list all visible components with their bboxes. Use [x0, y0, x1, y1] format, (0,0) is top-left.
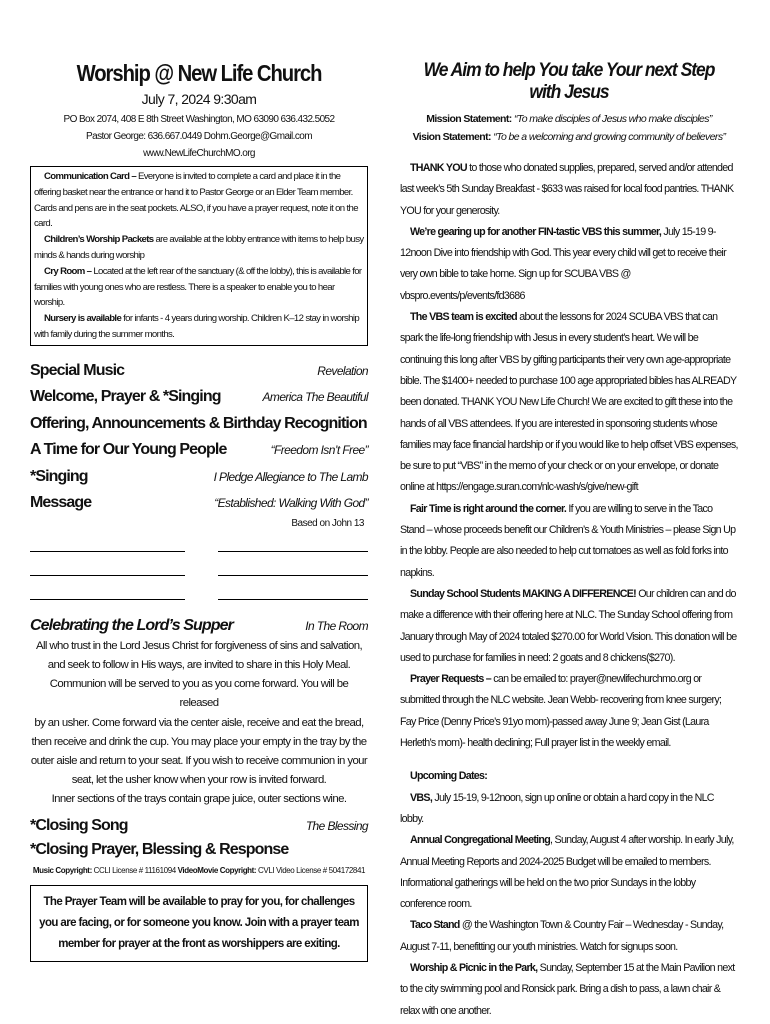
upcoming-item: Taco Stand @ the Washington Town & Country Fair – Wednesday - Sunday, August 7-11, benefitting our youth ministries. Watch for signups soon.	[400, 919, 724, 953]
service-item: Special Music Revelation	[30, 361, 368, 379]
blank-line	[30, 585, 185, 600]
announcement: The VBS team is excited about the lessons for 2024 SCUBA VBS that can spark the life-long friendship with Jesus in every student’s heart. We will be continuing this long after VBS by gifting participants their very own age-appropriate bible. The $1400+ needed to purchase 100 age appropriated bibles has ALREADY been donated. THANK YOU New Life Church! We are excited to gift these into the hands of all VBS attendees. If you are interested in sponsoring students whose families may face financial hardship or if you would like to help offset VBS expenses, be sure to put “VBS” in the memo of your check or on your envelope, or donate online at https://engage.suran.com/nlc-wash/s/give/new-gift	[400, 311, 738, 494]
aim-heading: We Aim to help You take Your next Step with Jesus	[423, 60, 715, 103]
announcements	[400, 158, 738, 1022]
vision-statement: Vision Statement: “To be a welcoming and growing community of believers”	[412, 131, 726, 143]
upcoming-item: VBS, July 15-19, 9-12noon, sign up online or obtain a hard copy in the NLC lobby.	[400, 791, 714, 825]
blank-line	[218, 561, 368, 576]
info-box	[30, 166, 368, 346]
announcement: We’re gearing up for another FIN-tastic VBS this summer, July 15-19 9-12noon Dive into friendship with God. This year every child will get to receive their very own bible to take home. Sign up for SCUBA VBS @ vbspro.events/p/events/fd3686	[400, 225, 726, 302]
blank-line	[218, 585, 368, 600]
license-line: Music Copyright: CCLI License # 11161094 VideoMovie Copyright: CVLI Video License # 504172841	[32, 865, 366, 875]
announcement: Sunday School Students MAKING A DIFFERENCE! Our children can and do make a difference with their offering here at NLC. The Sunday School offering from January through May of 2024 totaled $270.00 for World Vision. This donation will be used to purchase for families in need: 2 goats and 8 chickens($270).	[400, 587, 737, 664]
blank-line	[30, 537, 185, 552]
service-item: *Singing I Pledge Allegiance to The Lamb	[30, 467, 368, 485]
upcoming-item: Worship & Picnic in the Park, Sunday, September 15 at the Main Pavilion next to the city swimming pool and Ronsick park. Bring a dish to pass, a lawn chair & relax with one another.	[400, 961, 735, 1017]
church-contact: Pastor George: 636.667.0449 Dohm.George@Gmail.com www.NewLifeChurchMO.org	[86, 131, 312, 159]
info-childrens-packets: Children’s Worship Packets are available at the lobby entrance with items to help busy minds & hands during worship	[34, 234, 364, 261]
right-column	[400, 60, 738, 1022]
left-column	[30, 60, 368, 962]
service-date: July 7, 2024 9:30am	[141, 91, 257, 107]
blank-line	[218, 537, 368, 552]
blank-line	[30, 561, 185, 576]
supper-heading: Celebrating the Lord’s Supper In The Room	[30, 616, 368, 634]
info-communication: Communication Card – Everyone is invited to complete a card and place it in the offering basket near the entrance or hand it to Pastor George or an Elder Team member. Cards and pens are in the seat pockets. ALSO, if you have a prayer request, note it on the card.	[34, 171, 358, 230]
page-title: Worship @ New Life Church	[76, 60, 322, 86]
sermon-scripture: Based on John 13	[291, 517, 364, 529]
closing-prayer: *Closing Prayer, Blessing & Response	[30, 840, 289, 858]
service-item: Message “Established: Walking With God”	[30, 494, 368, 512]
info-nursery: Nursery is available for infants - 4 years during worship. Children K–12 stay in worship with family during the summer months.	[34, 313, 360, 340]
info-cry-room: Cry Room – Located at the left rear of the sanctuary (& off the lobby), this is available for families with young ones who are restless. There is a speaker to enable you to hear worship.	[34, 265, 362, 309]
upcoming-title: Upcoming Dates:	[410, 770, 488, 783]
prayer-team-box: The Prayer Team will be available to pray for you, for challenges you are facing, or for someone you know. Join with a prayer team member for prayer at the front as worshippers are exiting.	[30, 885, 368, 962]
announcement: Prayer Requests – can be emailed to: prayer@newlifechurchmo.org or submitted through the NLC website. Jean Webb- recovering from knee surgery; Fay Price (Denny Price’s 91yo mom)-passed away June 9; Jean Gist (Laura Herleth’s mom)- health declining; Full prayer list in the weekly email.	[400, 673, 722, 750]
announcement: Fair Time is right around the corner. If you are willing to serve in the Taco Stand – whose proceeds benefit our Children’s & Youth Ministries – please Sign Up in the lobby. People are also needed to help cut tomatoes as well as fold forks into napkins.	[400, 502, 736, 579]
service-item: A Time for Our Young People “Freedom Isn’t Free”	[30, 441, 368, 459]
closing-song: *Closing Song The Blessing	[30, 816, 368, 834]
mission-statement: Mission Statement: “To make disciples of Jesus who make disciples”	[426, 113, 712, 125]
service-item: Welcome, Prayer & *Singing America The Beautiful	[30, 388, 368, 406]
service-item: Offering, Announcements & Birthday Recognition	[30, 414, 367, 432]
notes-blanks	[30, 537, 368, 609]
upcoming-item: Annual Congregational Meeting, Sunday, August 4 after worship. In early July, Annual Meeting Reports and 2024-2025 Budget will be emailed to members. Informational gatherings will be held on the two prior Sundays in the lobby conference room.	[400, 834, 734, 911]
order-of-service	[30, 358, 368, 517]
announcement: THANK YOU to those who donated supplies, prepared, served and/or attended last week’s 5th Sunday Breakfast - $633 was raised for local food pantries. THANK YOU for your generosity.	[400, 162, 734, 217]
church-address: PO Box 2074, 408 E 8th Street Washington, MO 63090 636.432.5052	[63, 114, 335, 125]
communion-instructions: All who trust in the Lord Jesus Christ for forgiveness of sins and salvation, and seek to follow in His ways, are invited to share in this Holy Meal. Communion will be served to you as you come forward. You will be released by an usher. Come forward via the center aisle, receive and eat the bread, then receive and drink the cup. You may place your empty in the tray by the outer aisle and return to your seat. If you wish to receive communion in your seat, let the usher know when your row is invited forward. Inner sections of the trays contain grape juice, outer sections wine.	[30, 639, 368, 806]
